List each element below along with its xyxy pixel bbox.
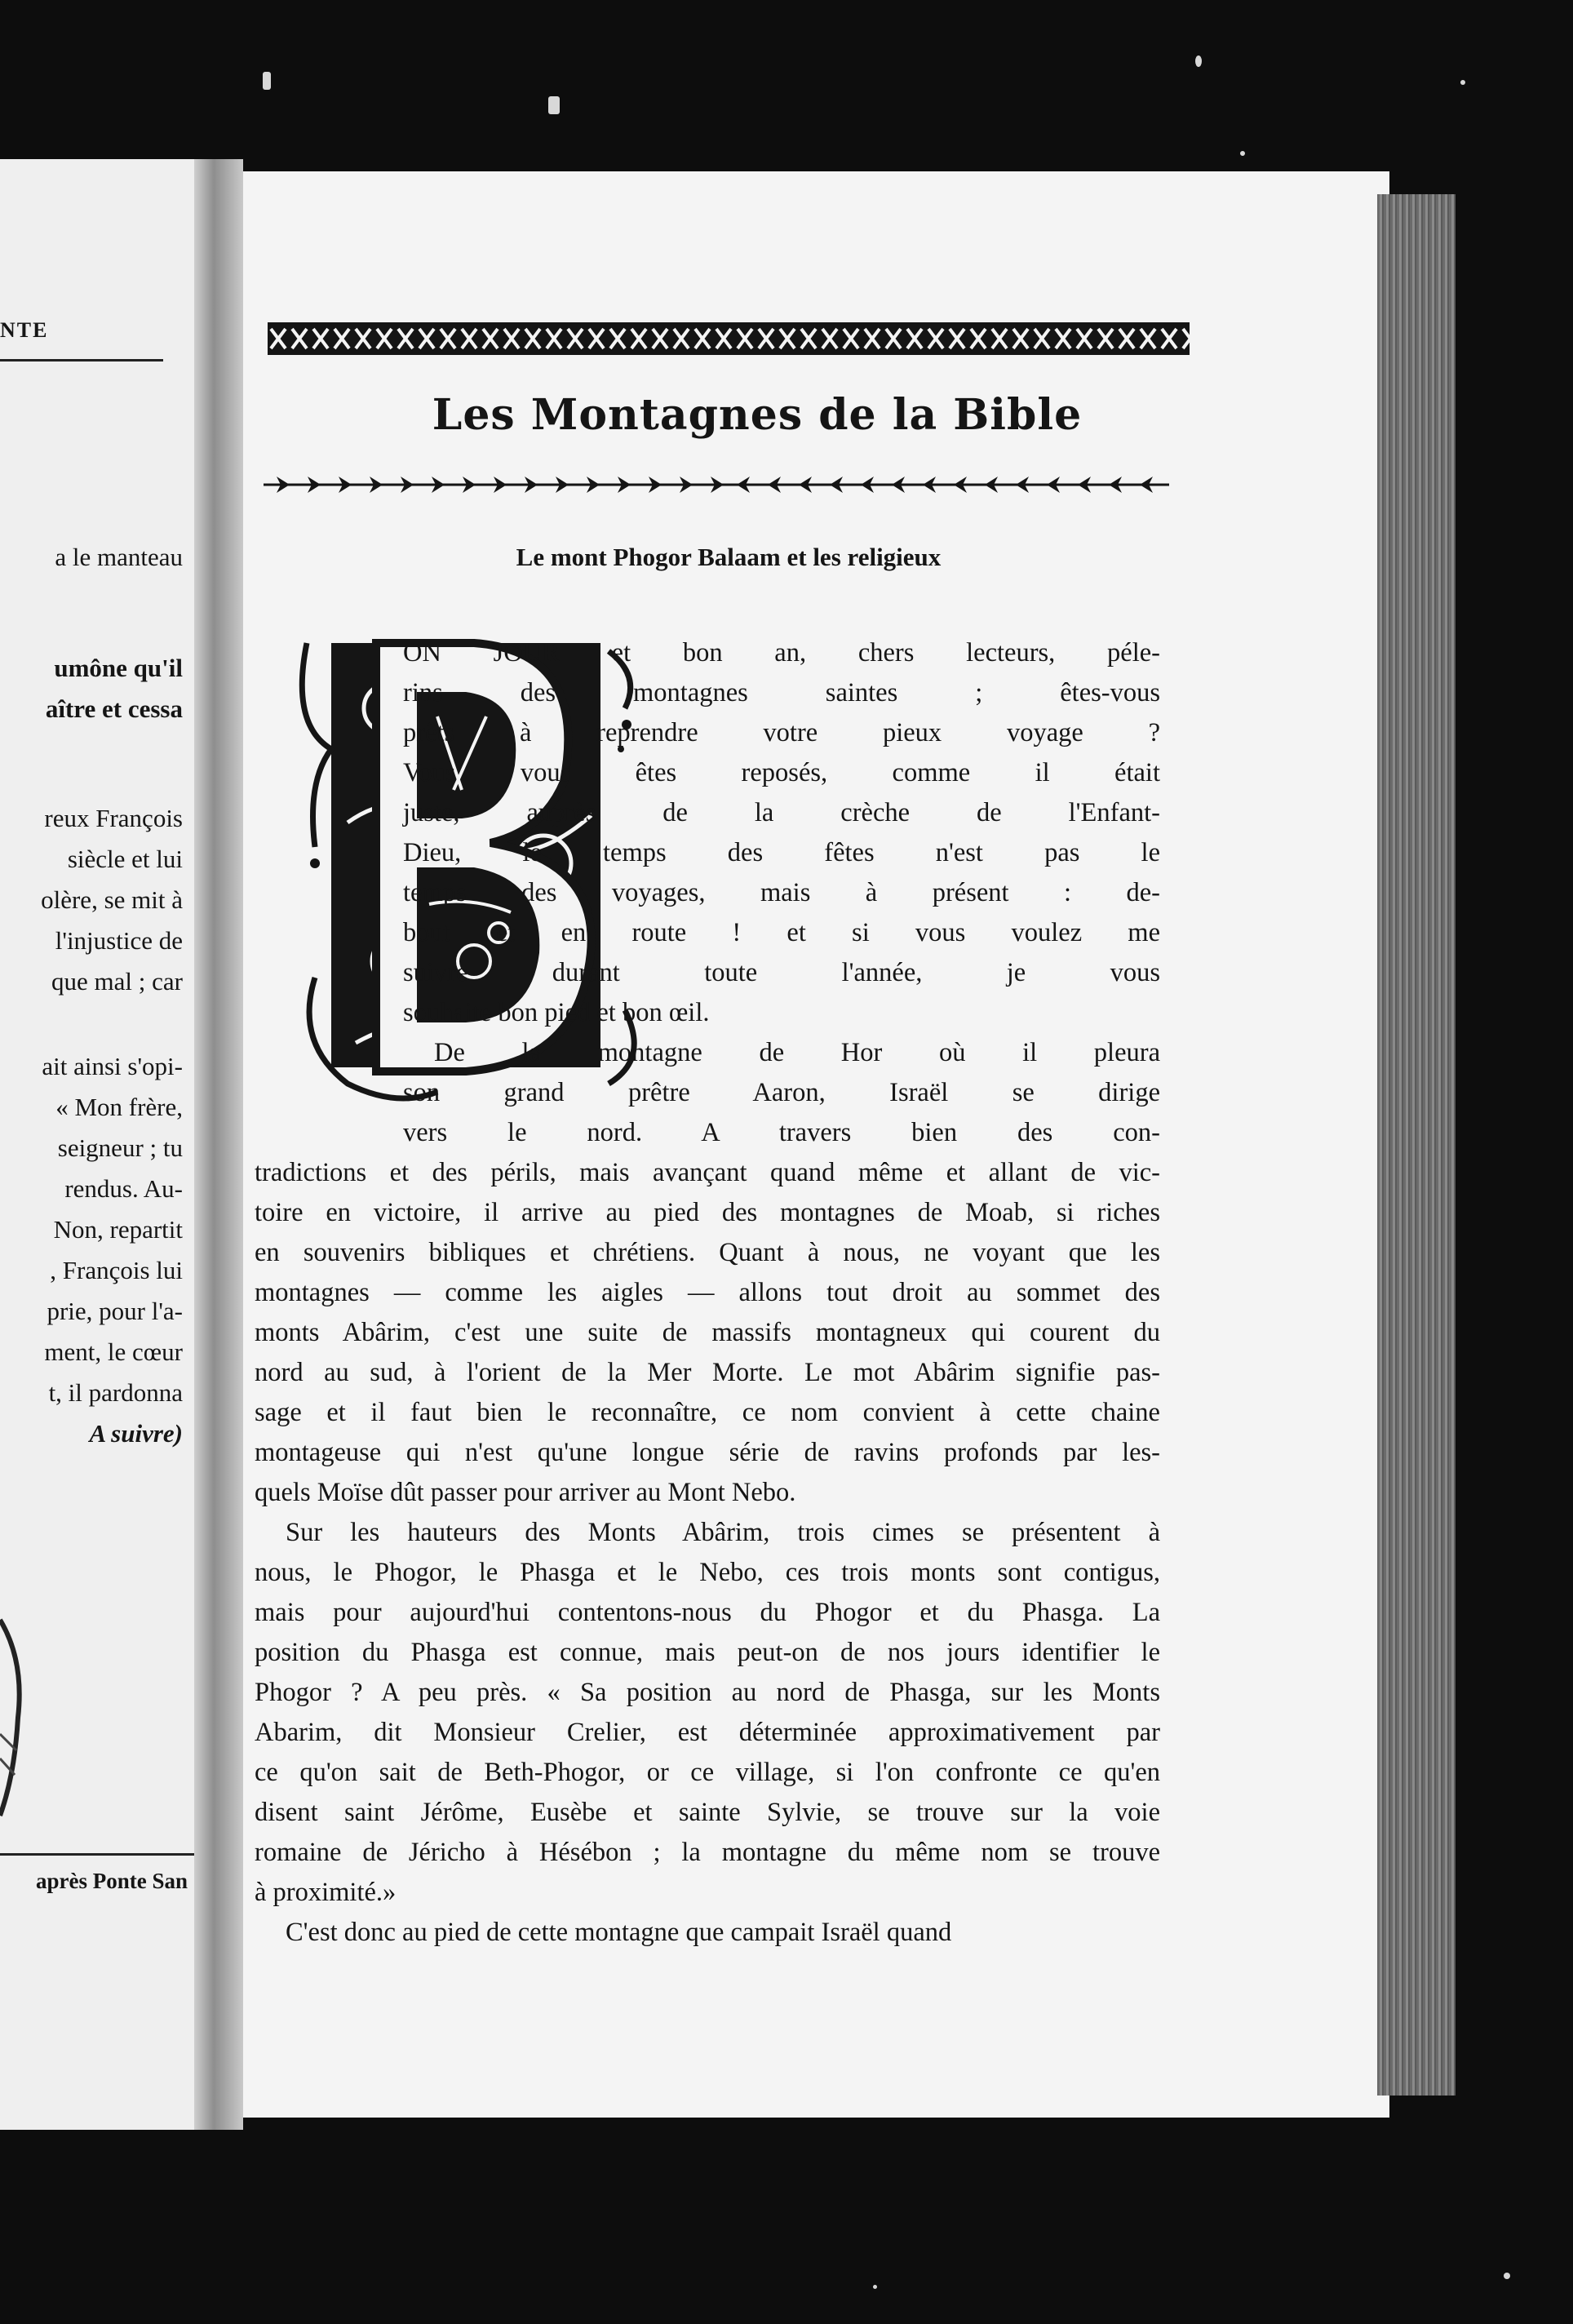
article-line: monts Abârim, c'est une suite de massifs montagneux qui courent du [255,1318,1160,1347]
article-line: bout et en route ! et si vous voulez me [403,918,1160,947]
film-speck [1460,80,1465,85]
left-page-line: « Mon frère, [55,1093,183,1121]
left-page-line: A suivre) [89,1419,183,1448]
article-line [403,635,1160,672]
article-line: Abarim, dit Monsieur Crelier, est déterminée approximativement par [255,1718,1160,1747]
article-line: à proximité.» [255,1878,397,1907]
left-page-line: Non, repartit [53,1215,183,1244]
film-speck [1195,55,1202,67]
left-page-line: prie, pour l'a- [47,1297,183,1325]
header-rule [0,359,163,361]
caption-rule [0,1853,194,1856]
left-page-line: , François lui [50,1256,183,1284]
article-subtitle: Le mont Phogor Balaam et les religieux [516,543,942,571]
film-speck [1240,151,1245,156]
left-page [0,159,194,2130]
film-speck [873,2285,877,2289]
article-line: quels Moïse dût passer pour arriver au Mont Nebo. [255,1478,796,1507]
article-line: disent saint Jérôme, Eusèbe et sainte Sylvie, se trouve sur la voie [255,1798,1160,1827]
left-page-line: que mal ; car [51,967,183,996]
article-line: mais pour aujourd'hui contentons-nous du Phogor et du Phasga. La [255,1598,1160,1627]
article-title: Les Montagnes de la Bible [432,390,1083,440]
article-line: position du Phasga est connue, mais peut-on de nos jours identifier le [255,1638,1160,1667]
book-gutter [194,159,243,2130]
left-page-line: aître et cessa [45,694,183,723]
running-header: NTE [0,318,49,342]
article-line: sage et il faut bien le reconnaître, ce nom convient à cette chaine [255,1398,1160,1427]
left-page-line: siècle et lui [67,845,183,873]
article-line: Vous vous êtes reposés, comme il était [403,758,1160,787]
left-page-line: olère, se mit à [41,885,183,914]
article-line: souhaite bon pied et bon œil. [403,998,710,1027]
right-page [243,171,1389,2118]
left-page-line: ait ainsi s'opi- [42,1052,183,1080]
article-line: temps des voyages, mais à présent : de- [403,878,1160,907]
ornamental-band [268,322,1190,355]
article-line: toire en victoire, il arrive au pied des montagnes de Moab, si riches [255,1198,1160,1227]
engraving-fragment [0,1612,33,1824]
article-line: Phogor ? A peu près. « Sa position au nord de Phasga, sur les Monts [255,1678,1160,1707]
article-line: montagnes — comme les aigles — allons tout droit au sommet des [255,1278,1160,1307]
left-page-line: seigneur ; tu [57,1133,183,1162]
film-speck [548,96,560,114]
line-text: et bon an, chers lecteurs, péle- [611,638,1160,667]
left-page-line: rendus. Au- [64,1174,183,1203]
article-line: nous, le Phogor, le Phasga et le Nebo, ces trois monts sont contigus, [255,1558,1160,1587]
article-line: ce qu'on sait de Beth-Phogor, or ce village, si l'on confronte ce qu'en [255,1758,1160,1787]
left-page-line: ment, le cœur [44,1337,183,1366]
page-edges [1377,194,1456,2096]
left-page-line: l'injustice de [55,926,183,955]
article-line: Sur les hauteurs des Monts Abârim, trois cimes se présentent à [286,1518,1160,1547]
image-caption: après Ponte San [35,1869,188,1893]
article-line: tradictions et des périls, mais avançant quand même et allant de vic- [255,1158,1160,1187]
article-line: juste, auprès de la crèche de l'Enfant- [403,798,1160,827]
arrow-ornament [264,473,1169,496]
article-line: prêts à reprendre votre pieux voyage ? [403,718,1160,747]
left-page-line: reux François [44,804,183,832]
left-page-line: a le manteau [55,543,183,571]
article-line: rins des montagnes saintes ; êtes-vous [403,678,1160,707]
article-line: son grand prêtre Aaron, Israël se dirige [403,1078,1160,1107]
first-words-smallcaps: ON JOUR [403,638,612,667]
article-line: C'est donc au pied de cette montagne que campait Israël quand [286,1918,952,1947]
film-speck [1504,2273,1510,2279]
left-page-line: umône qu'il [54,654,183,682]
article-line: en souvenirs bibliques et chrétiens. Quant à nous, ne voyant que les [255,1238,1160,1267]
article-line: De la montagne de Hor où il pleura [434,1038,1160,1067]
film-speck [263,72,271,90]
article-line: romaine de Jéricho à Hésébon ; la montagne du même nom se trouve [255,1838,1160,1867]
left-page-line: t, il pardonna [48,1378,183,1407]
article-line: Dieu, le temps des fêtes n'est pas le [403,838,1160,867]
article-line: nord au sud, à l'orient de la Mer Morte. Le mot Abârim signifie pas- [255,1358,1160,1387]
article-line: vers le nord. A travers bien des con- [403,1118,1160,1147]
article-line: suivre durant toute l'année, je vous [403,958,1160,987]
article-line: montageuse qui n'est qu'une longue série de ravins profonds par les- [255,1438,1160,1467]
